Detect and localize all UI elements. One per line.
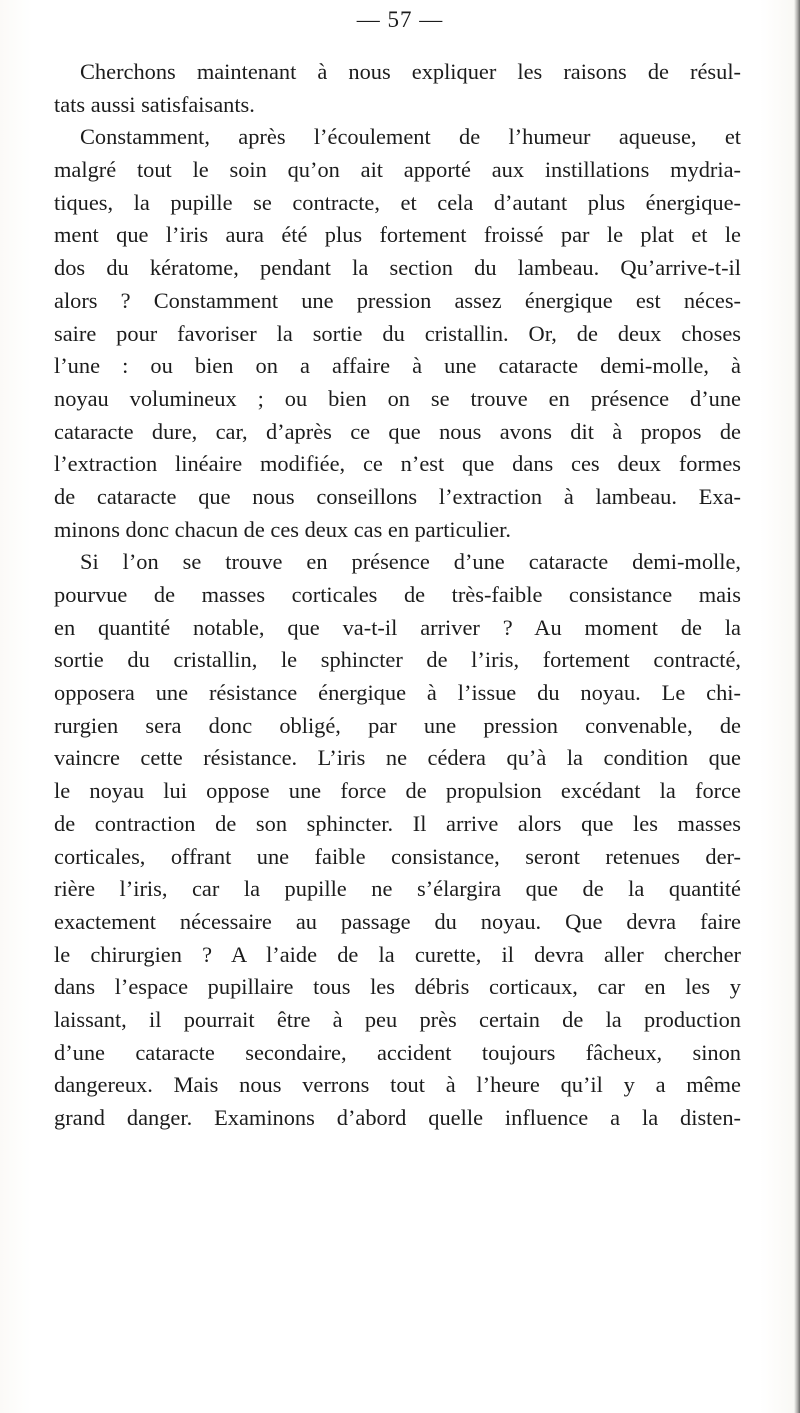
text-line: tats aussi satisfaisants.	[54, 91, 255, 117]
text-line: malgré tout le soin qu’on ait apporté aux instillations mydria-	[54, 157, 741, 183]
text-line: tiques, la pupille se contracte, et cela d’autant plus énergique-	[54, 189, 741, 215]
text-line: exactement nécessaire au passage du noyau. Que devra faire	[54, 908, 741, 934]
text-line: dos du kératome, pendant la section du lambeau. Qu’arrive-t-il	[54, 255, 741, 281]
text-line: pourvue de masses corticales de très-faible consistance mais	[54, 582, 741, 607]
text-line: vaincre cette résistance. L’iris ne cédera qu’à la condition que	[54, 745, 741, 771]
text-line: ment que l’iris aura été plus fortement froissé par le plat et le	[54, 222, 741, 248]
text-line: Si l’on se trouve en présence d’une cataracte demi-molle,	[80, 549, 741, 575]
body-text	[54, 56, 741, 1135]
text-line: cataracte dure, car, d’après ce que nous avons dit à propos de	[54, 418, 741, 444]
text-line: dangereux. Mais nous verrons tout à l’heure qu’il y a même	[54, 1072, 741, 1098]
text-line: alors ? Constamment une pression assez énergique est néces-	[54, 287, 741, 313]
text-line: dans l’espace pupillaire tous les débris corticaux, car en les y	[54, 974, 741, 1000]
text-line: grand danger. Examinons d’abord quelle influence a la disten-	[54, 1105, 741, 1130]
text-line: le chirurgien ? A l’aide de la curette, il devra aller chercher	[54, 941, 741, 967]
text-line: corticales, offrant une faible consistance, seront retenues der-	[54, 843, 741, 869]
text-line: noyau volumineux ; ou bien on se trouve en présence d’une	[54, 385, 741, 411]
text-line: minons donc chacun de ces deux cas en particulier.	[54, 516, 511, 542]
text-line: de cataracte que nous conseillons l’extraction à lambeau. Exa-	[54, 483, 741, 509]
text-line: opposera une résistance énergique à l’issue du noyau. Le chi-	[54, 680, 741, 706]
text-line: le noyau lui oppose une force de propulsion excédant la force	[54, 778, 741, 804]
text-line: saire pour favoriser la sortie du cristallin. Or, de deux choses	[54, 320, 741, 346]
text-line: rurgien sera donc obligé, par une pression convenable, de	[54, 712, 741, 738]
text-line: laissant, il pourrait être à peu près certain de la production	[54, 1006, 741, 1032]
text-line: l’extraction linéaire modifiée, ce n’est que dans ces deux formes	[54, 451, 741, 477]
text-line: rière l’iris, car la pupille ne s’élargira que de la quantité	[54, 876, 741, 902]
text-line: Constamment, après l’écoulement de l’humeur aqueuse, et	[80, 124, 741, 150]
text-line: de contraction de son sphincter. Il arrive alors que les masses	[54, 810, 741, 836]
text-line: en quantité notable, que va-t-il arriver ? Au moment de la	[54, 614, 741, 640]
text-line: Cherchons maintenant à nous expliquer les raisons de résul-	[80, 59, 741, 84]
text-line: sortie du cristallin, le sphincter de l’iris, fortement contracté,	[54, 647, 741, 673]
text-line: l’une : ou bien on a affaire à une cataracte demi-molle, à	[54, 353, 741, 379]
page-edge-shadow	[794, 0, 800, 1413]
text-line: d’une cataracte secondaire, accident toujours fâcheux, sinon	[54, 1039, 741, 1065]
page-number: — 57 —	[356, 7, 444, 32]
